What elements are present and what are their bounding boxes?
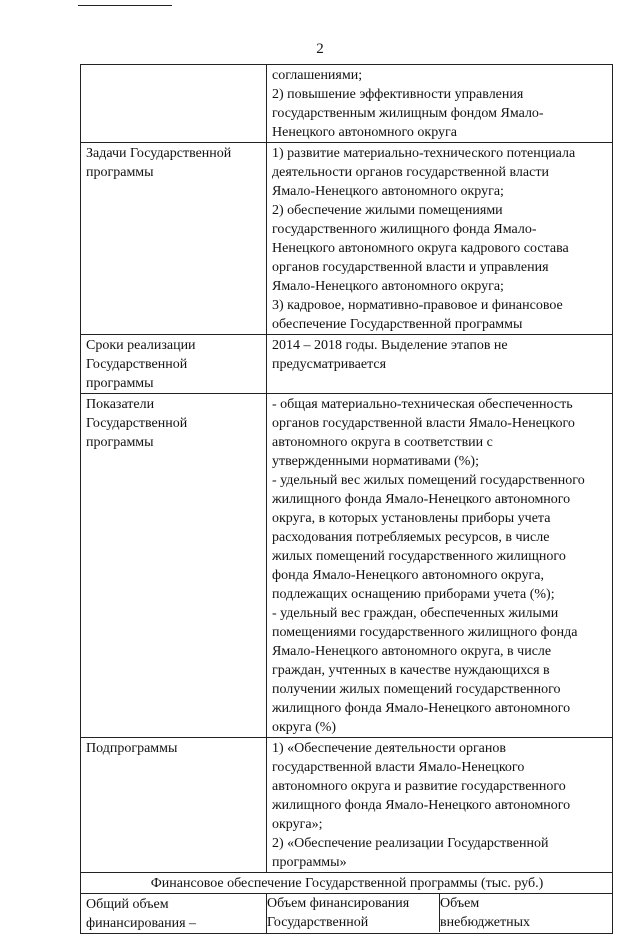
financing-total-cell	[81, 894, 267, 934]
text-line: 2) повышение эффективности управления	[272, 87, 524, 102]
table-row	[81, 65, 613, 143]
text-line: Показатели	[86, 397, 155, 412]
text-line: Подпрограммы	[86, 741, 178, 756]
text-line: жилищного фонда Ямало-Ненецкого автономного	[272, 492, 571, 507]
text-line: Ямало-Ненецкого автономного округа;	[272, 279, 504, 294]
text-line: округа (%)	[272, 720, 337, 735]
text-line: получении жилых помещений государственного	[272, 682, 561, 697]
text-line: Ненецкого автономного округа	[272, 125, 457, 140]
row-value	[267, 65, 613, 143]
text-line: программы»	[272, 855, 347, 870]
financing-program-cell	[267, 894, 440, 932]
text-line: расходования потребляемых ресурсов, в числе	[272, 530, 550, 545]
text-line: автономного округа и развитие государственного	[272, 779, 566, 794]
text-line: деятельности органов государственной власти	[272, 165, 549, 180]
text-line: Ненецкого автономного округа кадрового состава	[272, 241, 569, 256]
table-row	[81, 143, 613, 335]
row-label	[81, 335, 267, 394]
text-line: программы	[86, 165, 154, 180]
text-line: государственной власти Ямало-Ненецкого	[272, 760, 525, 775]
table-row	[81, 335, 613, 394]
text-line: - удельный вес жилых помещений государственного	[272, 473, 585, 488]
text-line: Государственной	[267, 915, 369, 930]
text-line: 2) «Обеспечение реализации Государственной	[272, 836, 549, 851]
text-line: жилищного фонда Ямало-Ненецкого автономного	[272, 701, 571, 716]
row-label	[81, 738, 267, 873]
row-value	[267, 394, 613, 738]
row-label	[81, 143, 267, 335]
text-line: автономного округа в соответствии с	[272, 435, 493, 450]
text-line: Задачи Государственной	[86, 146, 232, 161]
text-line: органов государственной власти Ямало-Ненецкого	[272, 416, 575, 431]
text-line: государственным жилищным фондом Ямало-	[272, 106, 544, 121]
text-line: утвержденными нормативами (%);	[272, 454, 479, 469]
text-line: предусматривается	[272, 357, 387, 372]
text-line: округа»;	[272, 817, 323, 832]
text-line: - удельный вес граждан, обеспеченных жилыми	[272, 606, 559, 621]
text-line: жилищного фонда Ямало-Ненецкого автономного	[272, 798, 571, 813]
text-line: 3) кадровое, нормативно-правовое и финансовое	[272, 298, 563, 313]
table-row	[81, 738, 613, 873]
text-line: 1) «Обеспечение деятельности органов	[272, 741, 507, 756]
text-line: Ямало-Ненецкого автономного округа, в числе	[272, 644, 552, 659]
text-line: подлежащих оснащению приборами учета (%);	[272, 587, 555, 602]
text-line: Объем финансирования	[267, 896, 410, 911]
text-line: Объем	[440, 896, 480, 911]
row-value	[267, 738, 613, 873]
row-label	[81, 65, 267, 143]
text-line: граждан, учтенных в качестве нуждающихся в	[272, 663, 550, 678]
text-line: финансирования –	[86, 916, 197, 931]
text-line: Государственной	[86, 357, 188, 372]
text-line: 2) обеспечение жилыми помещениями	[272, 203, 503, 218]
text-line: фонда Ямало-Ненецкого автономного округа,	[272, 568, 544, 583]
text-line: помещениями государственного жилищного фонда	[272, 625, 578, 640]
text-line: жилых помещений государственного жилищного	[272, 549, 566, 564]
financing-heading-row	[81, 873, 613, 894]
text-line: округа, в которых установлены приборы учета	[272, 511, 551, 526]
text-line: программы	[86, 376, 154, 391]
text-line: органов государственной власти и управления	[272, 260, 549, 275]
table-row	[81, 394, 613, 738]
text-line: программы	[86, 435, 154, 450]
row-value	[267, 143, 613, 335]
text-line: соглашениями;	[272, 68, 363, 83]
financing-heading: Финансовое обеспечение Государственной программы (тыс. руб.)	[81, 873, 613, 894]
text-line: внебюджетных	[440, 915, 531, 930]
text-line: - общая материально-техническая обеспеченность	[272, 397, 573, 412]
text-line: Ямало-Ненецкого автономного округа;	[272, 184, 504, 199]
text-line: 2014 – 2018 годы. Выделение этапов не	[272, 338, 508, 353]
row-value	[267, 335, 613, 394]
financing-split-cell	[267, 894, 613, 934]
top-rule	[78, 5, 172, 6]
financing-columns-row	[81, 894, 613, 934]
text-line: Государственной	[86, 416, 188, 431]
text-line: 1) развитие материально-технического потенциала	[272, 146, 576, 161]
page-number: 2	[316, 41, 324, 57]
text-line: Общий объем	[86, 897, 169, 912]
text-line: Сроки реализации	[86, 338, 196, 353]
text-line: государственного жилищного фонда Ямало-	[272, 222, 537, 237]
financing-extrabudget-cell	[440, 894, 613, 932]
row-label	[81, 394, 267, 738]
text-line: обеспечение Государственной программы	[272, 317, 523, 332]
passport-table	[80, 64, 613, 934]
